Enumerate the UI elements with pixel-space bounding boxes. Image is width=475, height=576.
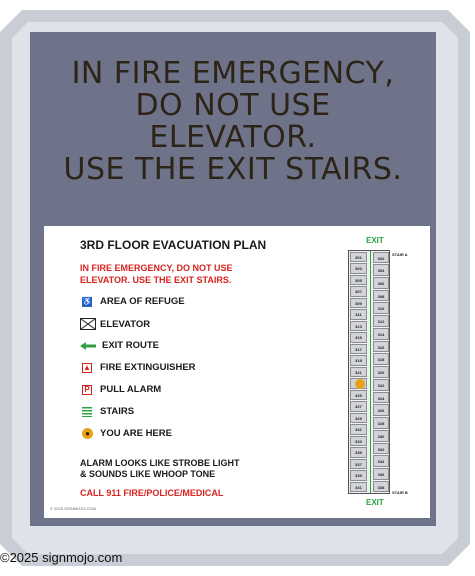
room-338: 338 (373, 481, 389, 493)
room-337: 337 (350, 459, 367, 470)
headline-line: ELEVATOR. (149, 120, 317, 155)
legend-label: EXIT ROUTE (102, 340, 160, 351)
headline-line: IN FIRE EMERGENCY, (71, 56, 395, 91)
room-320: 320 (373, 366, 389, 378)
room-316: 316 (373, 341, 389, 353)
legend-label: ELEVATOR (100, 318, 151, 330)
room-341: 341 (350, 482, 367, 493)
room-329: 329 (350, 413, 367, 424)
watermark: ©2025 signmojo.com (0, 550, 123, 565)
room-335: 335 (350, 447, 367, 458)
legend-item-exit-route (80, 340, 159, 351)
legend-label: STAIRS (100, 406, 135, 417)
room-339: 339 (350, 470, 367, 481)
room-332: 332 (373, 443, 389, 455)
legend-item-pull-alarm (80, 384, 161, 395)
room-309: 309 (350, 298, 367, 309)
room-315: 315 (350, 332, 367, 343)
room-303: 303 (350, 263, 367, 274)
room-328: 328 (373, 417, 389, 429)
room-327: 327 (350, 401, 367, 412)
warning-line: IN FIRE EMERGENCY, DO NOT USE (80, 263, 233, 273)
room-313: 313 (350, 321, 367, 332)
stairs-icon (82, 407, 92, 417)
stairs-a-label: STAIR A (392, 252, 408, 257)
room-336: 336 (373, 468, 389, 480)
room-324: 324 (373, 392, 389, 404)
legend-item-extinguisher (80, 362, 196, 373)
room-304: 304 (373, 264, 389, 276)
legend-item-refuge (80, 296, 185, 307)
warning-text (80, 262, 280, 286)
room-312: 312 (373, 315, 389, 327)
room-310: 310 (373, 302, 389, 314)
you-are-here-icon: ● (82, 428, 93, 439)
you-are-here-marker (355, 379, 365, 389)
legend-label: YOU ARE HERE (100, 428, 172, 439)
room-333: 333 (350, 436, 367, 447)
room-330: 330 (373, 430, 389, 442)
exit-label-top: EXIT (366, 236, 384, 245)
room-331: 331 (350, 424, 367, 435)
legend-label: FIRE EXTINGUISHER (100, 362, 196, 373)
alarm-line: ALARM LOOKS LIKE STROBE LIGHT (80, 458, 240, 468)
elevator-icon (80, 318, 96, 330)
floor-plan (338, 234, 430, 514)
fine-print: © 2025 SIGNMOJO.COM (50, 506, 96, 511)
stairs-b-label: STAIR B (392, 490, 408, 495)
room-325: 325 (350, 390, 367, 401)
legend-label: PULL ALARM (100, 384, 162, 395)
headline-line: DO NOT USE (135, 88, 331, 123)
room-322: 322 (373, 379, 389, 391)
arrow-left-icon (80, 342, 96, 350)
room-334: 334 (373, 455, 389, 467)
room-302: 302 (373, 252, 389, 264)
alarm-description (80, 458, 300, 480)
room-317: 317 (350, 344, 367, 355)
alarm-line: & SOUNDS LIKE WHOOP TONE (80, 469, 216, 479)
pull-alarm-icon: P (82, 385, 92, 395)
headline (30, 58, 436, 186)
room-318: 318 (373, 353, 389, 365)
exit-label-bottom: EXIT (366, 498, 384, 507)
room-301: 301 (350, 252, 367, 263)
room-321: 321 (350, 367, 367, 378)
wheelchair-icon: ♿ (82, 296, 92, 306)
legend-label: AREA OF REFUGE (100, 296, 185, 307)
fire-extinguisher-icon: ▲ (83, 362, 91, 372)
legend-item-stairs (80, 406, 134, 417)
room-314: 314 (373, 328, 389, 340)
headline-line: USE THE EXIT STAIRS. (63, 152, 403, 187)
warning-line: ELEVATOR. USE THE EXIT STAIRS. (80, 275, 232, 285)
emergency-call: CALL 911 FIRE/POLICE/MEDICAL (80, 488, 224, 498)
room-311: 311 (350, 309, 367, 320)
room-307: 307 (350, 286, 367, 297)
plan-title: 3RD FLOOR EVACUATION PLAN (80, 238, 267, 252)
legend-item-you-are-here (80, 428, 172, 439)
room-305: 305 (350, 275, 367, 286)
room-308: 308 (373, 290, 389, 302)
legend-item-elevator (80, 318, 150, 330)
evacuation-panel (44, 226, 430, 518)
room-326: 326 (373, 404, 389, 416)
room-306: 306 (373, 277, 389, 289)
exit-route-line (370, 251, 372, 493)
room-319: 319 (350, 355, 367, 366)
building-outline (348, 250, 390, 494)
